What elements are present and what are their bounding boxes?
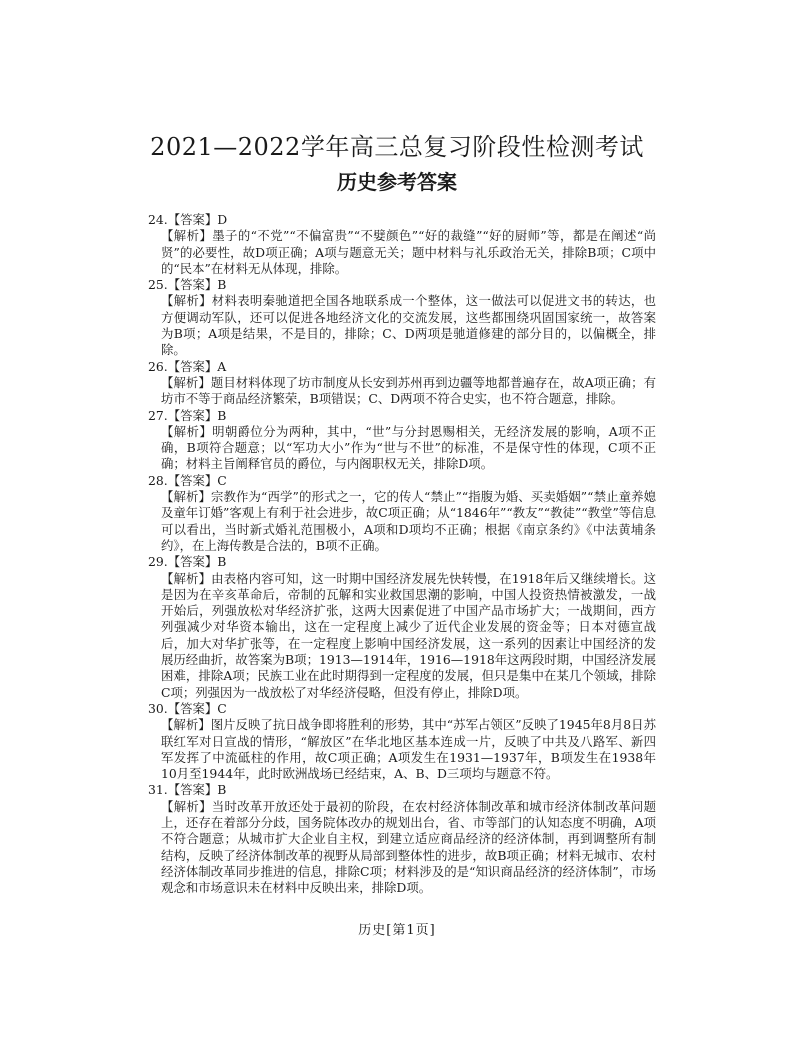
explanation-text: 【解析】墨子的“不党”“不偏富贵”“不嬖颜色”“好的裁缝”“好的厨师”等，都是在阐述“尚贤”的必要性，故D项正确；A项与题意无关；题中材料与礼乐政治无关，排除B项；C项中的“民本”在材料无从体现，排除。 xyxy=(161,228,656,276)
question-block xyxy=(148,408,656,473)
page-subtitle: 历史参考答案 xyxy=(337,170,457,194)
answer-line: 28.【答案】C xyxy=(148,472,227,488)
question-block xyxy=(148,359,656,408)
answer-line: 30.【答案】C xyxy=(148,700,227,716)
question-block xyxy=(148,701,656,782)
explanation-text: 【解析】由表格内容可知，这一时期中国经济发展先快转慢，在1918年后又继续增长。这是因为在辛亥革命后，帝制的瓦解和实业救国思潮的影响，中国人投资热情被激发，一战开始后，列强放松对华经济扩张，这两大因素促进了中国产品市场扩大；一战期间，西方列强减少对华资本输出，这在一定程度上减少了近代企业发展的资金等；日本对德宣战后，加大对华扩张等，在一定程度上影响中国经济发展，这一系列的因素让中国经济的发展历经曲折，故答案为B项；1913—1914年，1916—1918年这两段时期，中国经济发展困难，排除A项；民族工业在此时期得到一定程度的发展，但只是集中在某几个领域，排除C项；列强因为一战放松了对华经济侵略，但没有停止，排除D项。 xyxy=(161,570,656,700)
explanation-text: 【解析】当时改革开放还处于最初的阶段，在农村经济体制改革和城市经济体制改革问题上，还存在着部分分歧，国务院体改办的规划出台，省、市等部门的认知态度不明确，A项不符合题意；从城市扩大企业自主权，到建立适应商品经济的经济体制，再到调整所有制结构，反映了经济体制改革的视野从局部到整体性的进步，故B项正确；材料无城市、农村经济体制改革同步推进的信息，排除C项；材料涉及的是“知识商品经济的经济体制”，市场观念和市场意识未在材料中反映出来，排除D项。 xyxy=(161,798,656,896)
question-block xyxy=(148,277,656,358)
explanation-text: 【解析】图片反映了抗日战争即将胜利的形势，其中“苏军占领区”反映了1945年8月8日苏联红军对日宣战的情形，“解放区”在华北地区基本连成一片，反映了中共及八路军、新四军发挥了中流砥柱的作用，故C项正确；A项发生在1931—1937年，B项发生在1938年10月至1944年，此时欧洲战场已经结束，A、B、D三项均与题意不符。 xyxy=(161,717,656,782)
page-footer: 历史[第1页] xyxy=(358,923,436,938)
explanation-text: 【解析】题目材料体现了坊市制度从长安到苏州再到边疆等地都普遍存在，故A项正确；有坊市不等于商品经济繁荣，B项错误；C、D两项不符合史实，也不符合题意，排除。 xyxy=(161,374,656,407)
answer-line: 27.【答案】B xyxy=(148,407,227,423)
explanation-text: 【解析】材料表明秦驰道把全国各地联系成一个整体，这一做法可以促进文书的转达，也方便调动军队，还可以促进各地经济文化的交流发展，这些都围绕巩固国家统一，故答案为B项；A项是结果，不是目的，排除；C、D两项是驰道修建的部分目的，以偏概全，排除。 xyxy=(161,293,656,358)
question-block xyxy=(148,554,656,701)
explanation-text: 【解析】宗教作为“西学”的形式之一，它的传人“禁止”“指腹为婚、买卖婚姻”“禁止童养媳及童年订婚”客观上有利于社会进步，故C项正确；从“1846年”“教友”“教徒”“教堂”等信息可以看出，当时新式婚礼范围极小，A项和D项均不正确；根据《南京条约》《中法黄埔条约》，在上海传教是合法的，B项不正确。 xyxy=(161,489,656,553)
page-title: 2021—2022学年高三总复习阶段性检测考试 xyxy=(150,133,644,161)
answer-line: 31.【答案】B xyxy=(148,782,227,798)
answer-line: 25.【答案】B xyxy=(148,277,227,293)
question-block xyxy=(148,782,656,896)
answer-line: 29.【答案】B xyxy=(148,554,227,570)
question-block xyxy=(148,473,656,554)
answer-list xyxy=(148,212,656,896)
answer-line: 26.【答案】A xyxy=(148,358,227,374)
answer-line: 24.【答案】D xyxy=(148,212,228,227)
question-block xyxy=(148,212,656,277)
explanation-text: 【解析】明朝爵位分为两种，其中，“世”与分封恩赐相关，无经济发展的影响，A项不正确，B项符合题意；以“军功大小”作为“世与不世”的标准，不是保守性的体现，C项不正确；材料主旨阐释官员的爵位，与内阁职权无关，排除D项。 xyxy=(161,423,656,472)
